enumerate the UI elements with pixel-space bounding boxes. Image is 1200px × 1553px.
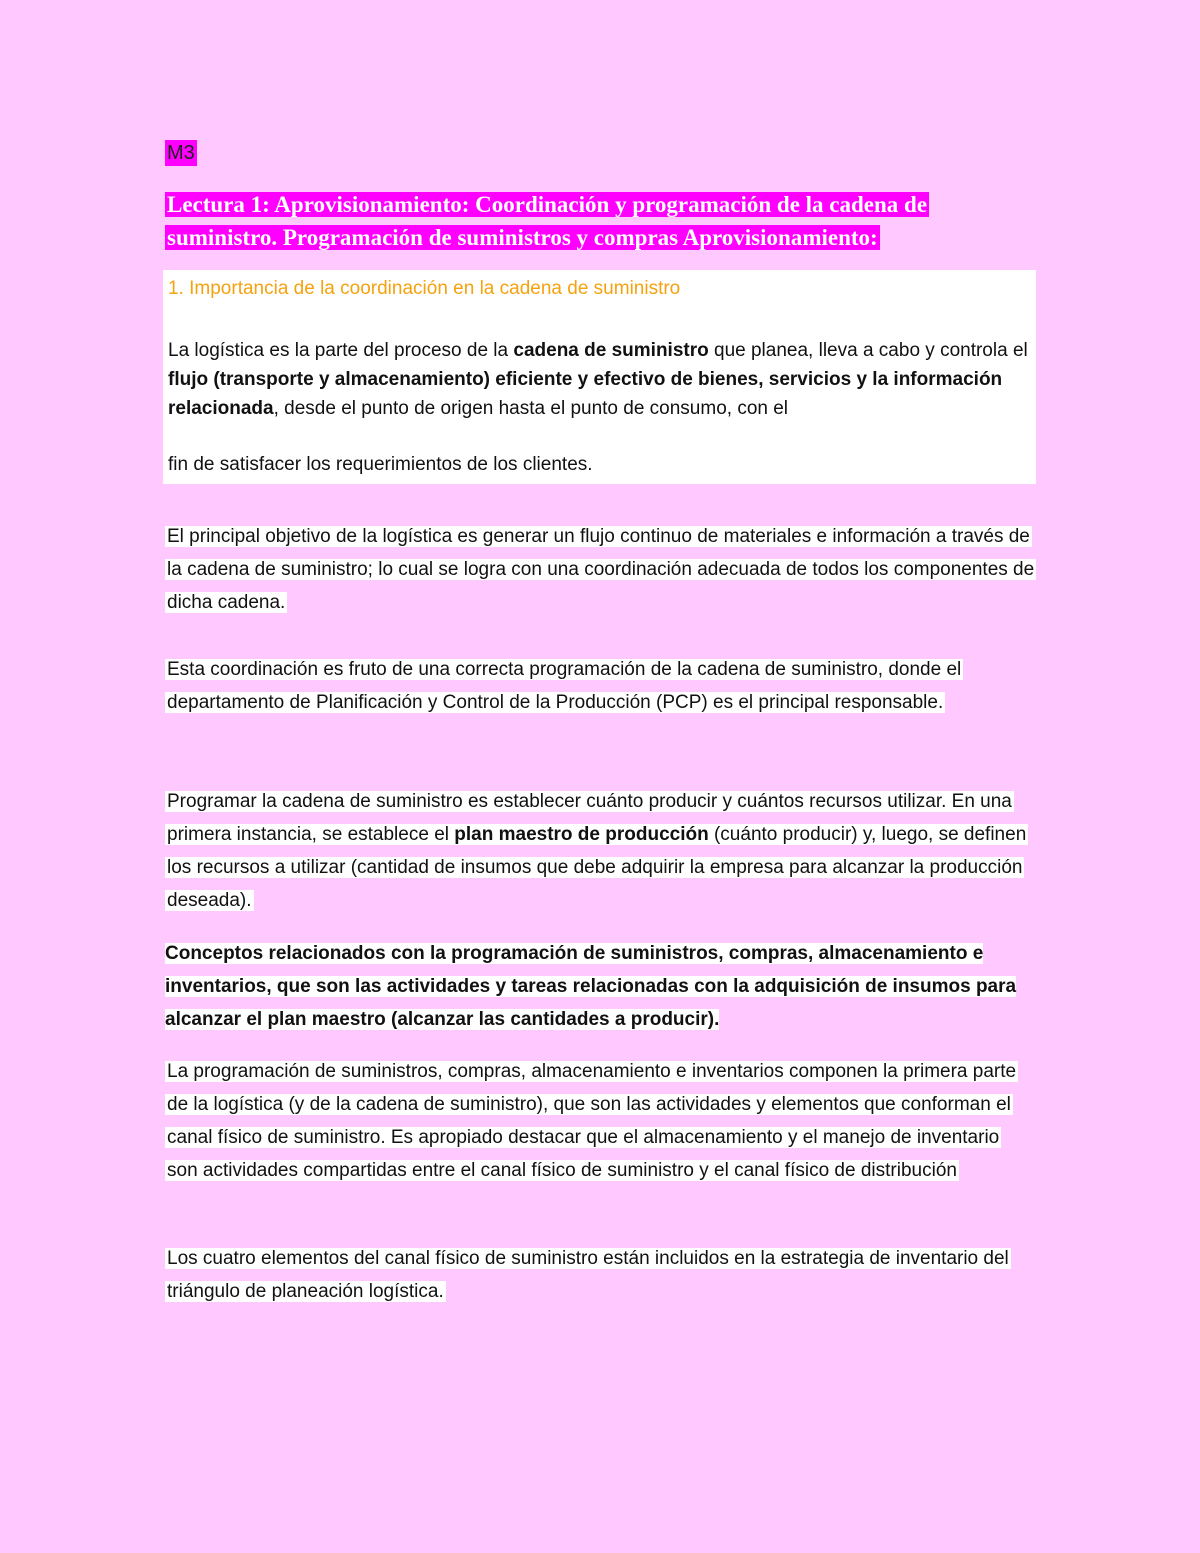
paragraph-programar-text: [165, 791, 1028, 911]
paragraph-programacion-text: La programación de suministros, compras, almacenamiento e inventarios componen la primera parte de la logística (y de la cadena de suministro), que son las actividades y elementos que conforman el canal físico de suministro. Es apropiado destacar que el almacenamiento y el manejo de inventario son actividades compartidas entre el canal físico de suministro y el canal físico de distribución: [167, 1061, 1017, 1181]
p1-bold-b: cadena de suministro: [513, 340, 709, 361]
paragraph-coordinacion: [165, 653, 1035, 719]
paragraph-conceptos: [165, 937, 1035, 1036]
section-1-paragraph: [168, 336, 1033, 423]
para4-text-c: (cuánto producir) y, luego, se definen los recursos a utilizar (cantidad de insumos que debe adquirir la empresa para alcanzar la producción deseada).: [167, 824, 1027, 911]
paragraph-programar: [165, 785, 1035, 917]
document-title: [165, 188, 1025, 254]
para4-text-a: Programar la cadena de suministro es establecer cuánto producir y cuántos recursos utilizar. En una primera instancia, se establece el: [167, 791, 1012, 845]
section-1-heading: 1. Importancia de la coordinación en la cadena de suministro: [168, 278, 681, 299]
paragraph-cuatro-elementos-text: Los cuatro elementos del canal físico de suministro están incluidos en la estrategia de inventario del triángulo de planeación logística.: [167, 1248, 1009, 1302]
paragraph-coordinacion-text: Esta coordinación es fruto de una correcta programación de la cadena de suministro, donde el departamento de Planificación y Control de la Producción (PCP) es el principal responsable.: [167, 659, 962, 713]
para4-bold-b: plan maestro de producción: [454, 824, 709, 845]
p1-text-e: , desde el punto de origen hasta el punto de consumo, con el: [273, 398, 789, 419]
module-tag: M3: [167, 142, 195, 164]
document-title-text: Lectura 1: Aprovisionamiento: Coordinación y programación de la cadena de suministro. Programación de suministros y compras Aprovisionamiento:: [167, 192, 928, 250]
p1-text-a: La logística es la parte del proceso de la: [168, 340, 514, 361]
p1-bold-d: flujo (transporte y almacenamiento) eficiente y efectivo de bienes, servicios y la información relacionada: [168, 369, 1003, 419]
paragraph-programacion: [165, 1055, 1035, 1187]
section-1-paragraph-end: fin de satisfacer los requerimientos de los clientes.: [168, 454, 593, 475]
paragraph-cuatro-elementos: [165, 1242, 1035, 1308]
paragraph-conceptos-text: Conceptos relacionados con la programación de suministros, compras, almacenamiento e inventarios, que son las actividades y tareas relacionadas con la adquisición de insumos para alcanzar el plan maestro (alcanzar las cantidades a producir).: [165, 943, 1017, 1030]
section-1-box: [163, 270, 1036, 484]
p1-text-c: que planea, lleva a cabo y controla el: [708, 340, 1028, 361]
paragraph-objetivo: [165, 520, 1035, 619]
paragraph-objetivo-text: El principal objetivo de la logística es generar un flujo continuo de materiales e información a través de la cadena de suministro; lo cual se logra con una coordinación adecuada de todos los componentes de dicha cadena.: [167, 526, 1035, 613]
